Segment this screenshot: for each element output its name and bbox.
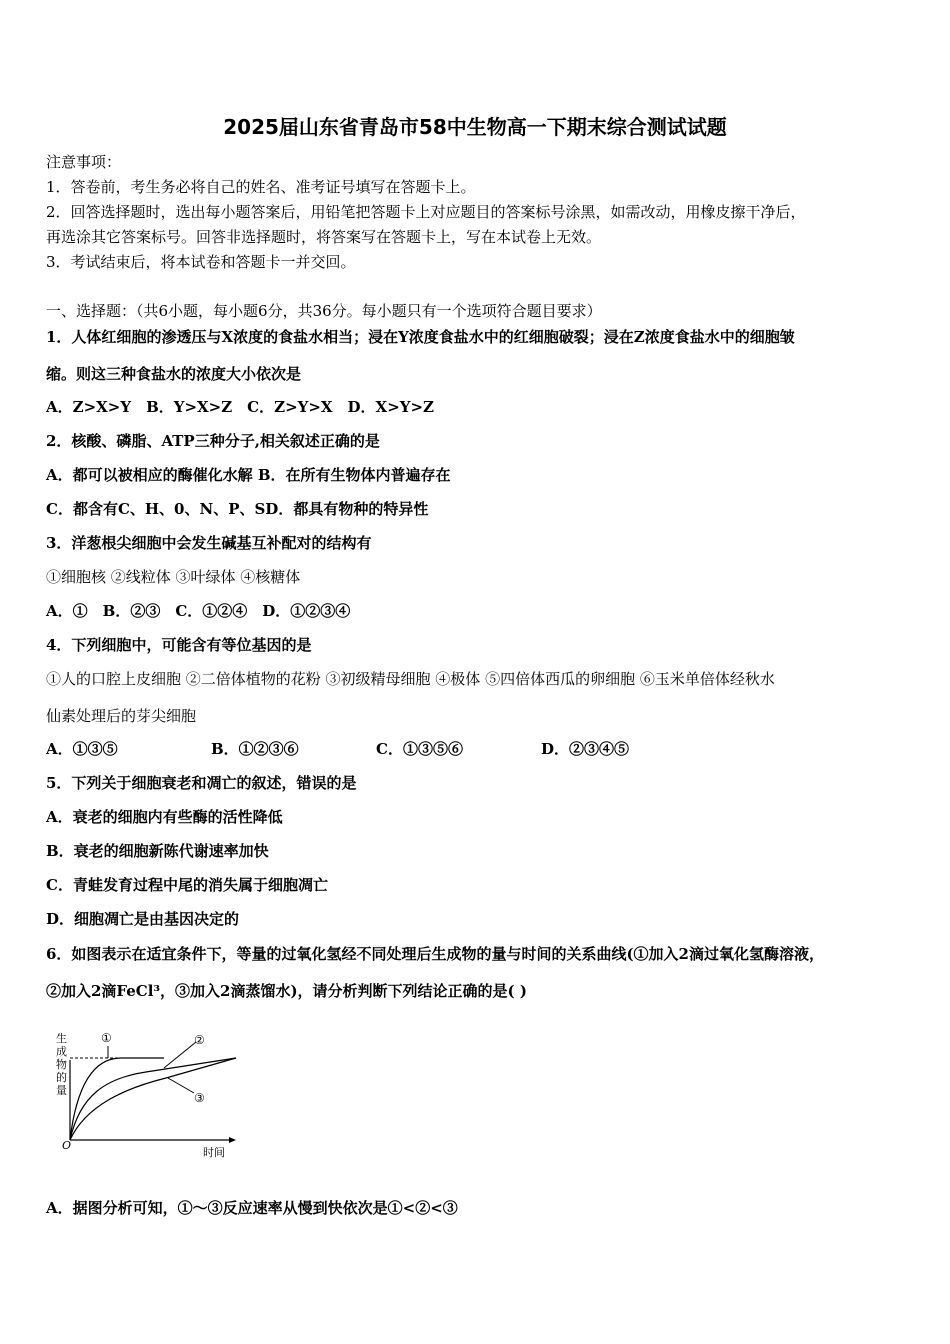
notice-item-2: 2．回答选择题时，选出每小题答案后，用铅笔把答题卡上对应题目的答案标号涂黑，如需改动，用橡皮擦干净后， xyxy=(46,203,806,221)
y-label-char-1: 生 xyxy=(56,1032,67,1045)
y-label-char-3: 物 xyxy=(56,1058,67,1071)
reaction-graph xyxy=(46,1020,246,1165)
x-label: 时间 xyxy=(203,1146,225,1159)
y-label-char-2: 成 xyxy=(56,1045,67,1058)
curve-3 xyxy=(70,1058,236,1140)
q4-option-c: C．①③⑤⑥ xyxy=(376,740,463,758)
q4-option-b: B．①②③⑥ xyxy=(211,740,299,758)
q1-stem: 1．人体红细胞的渗透压与X浓度的食盐水相当；浸在Y浓度食盐水中的红细胞破裂；浸在Z浓度食盐水中的细胞皱 xyxy=(46,328,795,346)
q4-options xyxy=(46,739,629,759)
q4-items: ①人的口腔上皮细胞 ②二倍体植物的花粉 ③初级精母细胞 ④极体 ⑤四倍体西瓜的卵细胞 ⑥玉米单倍体经秋水 xyxy=(46,670,775,688)
q2-options-cd: C．都含有C、H、0、N、P、SD．都具有物种的特异性 xyxy=(46,500,429,518)
notice-item-3: 3．考试结束后，将本试卷和答题卡一并交回。 xyxy=(46,253,356,271)
notice-item-1: 1．答卷前，考生务必将自己的姓名、准考证号填写在答题卡上。 xyxy=(46,178,476,196)
notice-heading: 注意事项： xyxy=(46,153,122,171)
q6-stem-cont: ②加入2滴FeCl³，③加入2滴蒸馏水)，请分析判断下列结论正确的是( ) xyxy=(46,982,527,1000)
q5-option-a: A．衰老的细胞内有些酶的活性降低 xyxy=(46,808,283,826)
q4-stem: 4．下列细胞中，可能含有等位基因的是 xyxy=(46,636,312,654)
y-label-char-5: 量 xyxy=(56,1084,67,1097)
q5-option-d: D．细胞凋亡是由基因决定的 xyxy=(46,910,240,928)
curve-2-leader xyxy=(164,1042,196,1068)
origin-label: O xyxy=(62,1139,72,1152)
q1-stem-cont: 缩。则这三种食盐水的浓度大小依次是 xyxy=(46,365,302,383)
page-title: 2025届山东省青岛市58中生物高一下期末综合测试试题 xyxy=(223,115,727,139)
curve-1-label: ① xyxy=(101,1031,112,1045)
curve-3-leader xyxy=(168,1078,194,1093)
q2-options-ab: A．都可以被相应的酶催化水解 B．在所有生物体内普遍存在 xyxy=(46,466,451,484)
notice-item-2-cont: 再选涂其它答案标号。回答非选择题时，将答案写在答题卡上，写在本试卷上无效。 xyxy=(46,228,602,246)
q5-stem: 5．下列关于细胞衰老和凋亡的叙述，错误的是 xyxy=(46,774,357,792)
curve-1 xyxy=(70,1058,164,1140)
curve-2 xyxy=(70,1058,236,1140)
section-heading: 一、选择题：（共6小题，每小题6分，共36分。每小题只有一个选项符合题目要求） xyxy=(46,302,602,320)
q3-items: ①细胞核 ②线粒体 ③叶绿体 ④核糖体 xyxy=(46,568,301,586)
q6-stem: 6．如图表示在适宜条件下，等量的过氧化氢经不同处理后生成物的量与时间的关系曲线(①加入2滴过氧化氢酶溶液， xyxy=(46,945,824,963)
x-axis-arrow xyxy=(229,1137,236,1143)
q5-option-b: B．衰老的细胞新陈代谢速率加快 xyxy=(46,842,269,860)
q4-option-d: D．②③④⑤ xyxy=(541,740,630,758)
y-label-char-4: 的 xyxy=(56,1071,67,1084)
q3-stem: 3．洋葱根尖细胞中会发生碱基互补配对的结构有 xyxy=(46,534,372,552)
q4-items-cont: 仙素处理后的芽尖细胞 xyxy=(46,707,197,725)
q5-option-c: C．青蛙发育过程中尾的消失属于细胞凋亡 xyxy=(46,876,328,894)
q6-option-a: A．据图分析可知，①～③反应速率从慢到快依次是①<②<③ xyxy=(46,1199,458,1217)
q2-stem: 2．核酸、磷脂、ATP三种分子,相关叙述正确的是 xyxy=(46,432,380,450)
curve-3-label: ③ xyxy=(194,1091,205,1105)
curve-2-label: ② xyxy=(194,1033,205,1047)
q3-options: A．① B．②③ C．①②④ D．①②③④ xyxy=(46,602,351,620)
q4-option-a: A．①③⑤ xyxy=(46,740,118,758)
q1-options: A．Z>X>Y B．Y>X>Z C．Z>Y>X D．X>Y>Z xyxy=(46,398,434,416)
